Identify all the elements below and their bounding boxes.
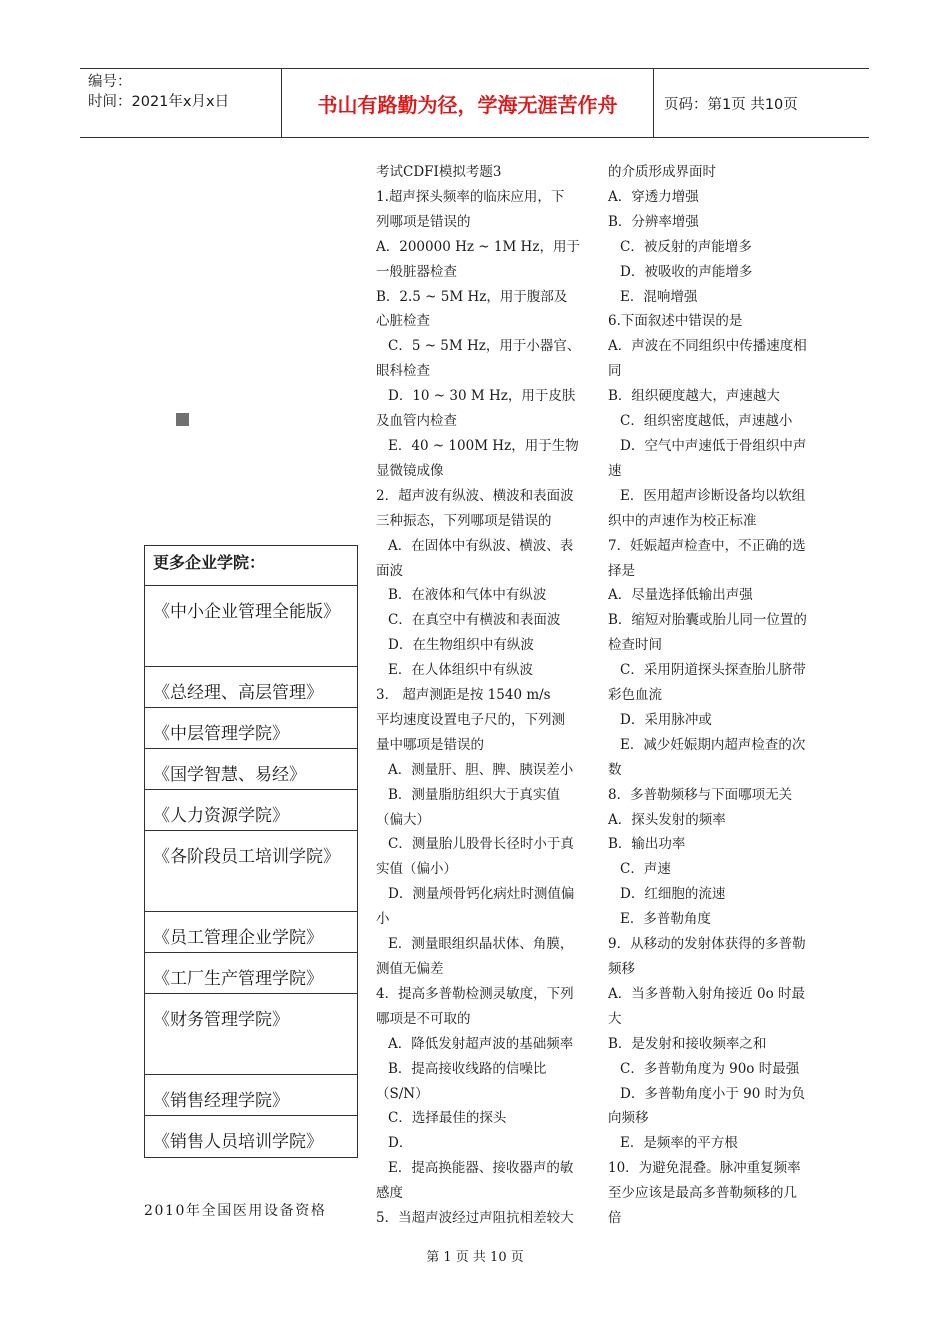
text-line: 检查时间 — [608, 637, 662, 654]
text-line: E．减少妊娠期内超声检查的次 — [620, 736, 806, 753]
text-line: B．是发射和接收频率之和 — [608, 1035, 767, 1052]
text-line: E．提高换能器、接收器声的敏 — [388, 1160, 574, 1177]
text-line: E．在人体组织中有纵波 — [388, 662, 533, 679]
text-line: 眼科检查 — [376, 363, 430, 380]
text-line: E．40 ~ 100M Hz，用于生物 — [388, 437, 579, 454]
text-line: C．在真空中有横波和表面波 — [388, 612, 561, 629]
text-line: 5．当超声波经过声阻抗相差较大 — [376, 1210, 574, 1227]
text-line: 6.下面叙述中错误的是 — [608, 313, 743, 330]
text-line: B．在液体和气体中有纵波 — [388, 587, 547, 604]
text-line: 及血管内检查 — [376, 413, 457, 430]
text-line: D．红细胞的流速 — [620, 886, 726, 903]
sidebar-table — [144, 545, 358, 1158]
header-motto: 书山有路勤为径，学海无涯苦作舟 — [282, 69, 654, 137]
text-line: 2．超声波有纵波、横波和表面波 — [376, 487, 574, 504]
sidebar-item: 《工厂生产管理学院》 — [145, 953, 357, 994]
text-line: D．多普勒角度小于 90 时为负 — [620, 1085, 806, 1102]
text-line: D．在生物组织中有纵波 — [388, 637, 534, 654]
sidebar-item: 《中层管理学院》 — [145, 708, 357, 749]
text-line: A．测量肝、胆、脾、胰误差小 — [388, 761, 574, 778]
text-line: 量中哪项是错误的 — [376, 736, 484, 753]
text-line: 考试CDFI模拟考题3 — [376, 164, 502, 180]
text-line: 小 — [376, 911, 390, 928]
document-time-label: 时间：2021年x月x日 — [88, 94, 230, 110]
text-line: 数 — [608, 761, 622, 778]
text-line: 织中的声速作为校正标准 — [608, 512, 757, 529]
text-line: 大 — [608, 1010, 622, 1027]
header-meta-cell — [80, 69, 282, 137]
text-line: 向频移 — [608, 1110, 649, 1127]
text-line: 的介质形成界面时 — [608, 164, 716, 180]
text-line: 择是 — [608, 562, 635, 579]
sidebar-item: 《销售经理学院》 — [145, 1075, 357, 1116]
text-line: 8．多普勒频移与下面哪项无关 — [608, 786, 793, 803]
text-line: A．声波在不同组织中传播速度相 — [608, 338, 807, 355]
text-line: A．尽量选择低输出声强 — [608, 587, 753, 604]
text-line: 1.超声探头频率的临床应用，下 — [376, 188, 565, 205]
text-line: E．是频率的平方根 — [620, 1135, 738, 1152]
text-line: 显微镜成像 — [376, 462, 444, 479]
page-footer: 第 1 页 共 10 页 — [426, 1250, 524, 1265]
text-line: 频移 — [608, 961, 635, 977]
sidebar-item: 《人力资源学院》 — [145, 790, 357, 831]
text-line: 9．从移动的发射体获得的多普勒 — [608, 936, 806, 953]
text-line: 实值（偏小） — [376, 861, 457, 878]
text-line: 列哪项是错误的 — [376, 213, 471, 230]
right-column — [608, 160, 808, 1231]
text-line: 3． 超声测距是按 1540 m/s — [376, 687, 551, 704]
text-line: C．5 ~ 5M Hz，用于小器官、 — [388, 338, 581, 355]
text-line: 心脏检查 — [376, 313, 430, 330]
text-line: D．空气中声速低于骨组织中声 — [620, 437, 807, 454]
text-line: （S/N） — [376, 1085, 429, 1102]
text-line: C．被反射的声能增多 — [620, 238, 752, 255]
text-line: 速 — [608, 462, 622, 479]
header-table — [80, 68, 869, 138]
text-line: A．200000 Hz ~ 1M Hz，用于 — [376, 238, 580, 255]
bullet-square-icon — [176, 413, 189, 426]
text-line: 7．妊娠超声检查中，不正确的选 — [608, 537, 806, 554]
text-line: D．测量颅骨钙化病灶时测值偏 — [388, 886, 575, 903]
text-line: A．降低发射超声波的基础频率 — [388, 1035, 574, 1052]
text-line: C．多普勒角度为 90o 时最强 — [620, 1060, 800, 1077]
sidebar-item: 《中小企业管理全能版》 — [145, 586, 357, 667]
text-line: A．当多普勒入射角接近 0o 时最 — [608, 985, 806, 1002]
text-line: B．2.5 ~ 5M Hz，用于腹部及 — [376, 288, 568, 305]
text-line: 测值无偏差 — [376, 961, 444, 977]
text-line: D．采用脉冲或 — [620, 711, 712, 728]
text-line: B．分辨率增强 — [608, 213, 699, 230]
text-line: 彩色血流 — [608, 687, 662, 704]
text-line: 面波 — [376, 562, 403, 579]
text-line: C．组织密度越低，声速越小 — [620, 413, 793, 430]
sidebar-item: 《总经理、高层管理》 — [145, 667, 357, 708]
text-line: 10．为避免混叠。脉冲重复频率 — [608, 1160, 801, 1177]
left-footer-text: 2010年全国医用设备资格 — [144, 1203, 327, 1219]
text-line: 一般脏器检查 — [376, 263, 457, 280]
text-line: B．组织硬度越大，声速越大 — [608, 388, 780, 405]
text-line: C．采用阴道探头探查胎儿脐带 — [620, 662, 806, 679]
text-line: 三种振态，下列哪项是错误的 — [376, 512, 552, 529]
text-line: C．声速 — [620, 861, 671, 878]
text-line: B．输出功率 — [608, 836, 686, 853]
sidebar-heading: 更多企业学院： — [145, 546, 357, 586]
text-line: 平均速度设置电子尺的，下列测 — [376, 711, 565, 728]
text-line: D． — [388, 1135, 413, 1152]
text-line: 感度 — [376, 1185, 403, 1202]
document-number-label: 编号： — [88, 74, 132, 90]
text-line: E．医用超声诊断设备均以软组 — [620, 487, 806, 504]
text-line: B．测量脂肪组织大于真实值 — [388, 786, 560, 803]
middle-column — [376, 160, 581, 1231]
sidebar-item: 《员工管理企业学院》 — [145, 912, 357, 953]
text-line: B．提高接收线路的信噪比 — [388, 1060, 547, 1077]
text-line: E．多普勒角度 — [620, 911, 711, 928]
text-line: C．测量胎儿股骨长径时小于真 — [388, 836, 574, 853]
sidebar-item: 《各阶段员工培训学院》 — [145, 831, 357, 912]
text-line: B．缩短对胎囊或胎儿同一位置的 — [608, 612, 807, 629]
text-line: 至少应该是最高多普勒频移的几 — [608, 1185, 797, 1202]
text-line: 同 — [608, 363, 622, 380]
header-page-label: 页码：第1页 共10页 — [664, 96, 798, 113]
text-line: 倍 — [608, 1210, 622, 1227]
text-line: C．选择最佳的探头 — [388, 1110, 507, 1127]
text-line: E．混响增强 — [620, 288, 698, 305]
text-line: A．在固体中有纵波、横波、表 — [388, 537, 574, 554]
text-line: A．探头发射的频率 — [608, 811, 726, 828]
text-line: D．被吸收的声能增多 — [620, 263, 753, 280]
text-line: E．测量眼组织晶状体、角膜， — [388, 936, 574, 953]
sidebar-item: 《国学智慧、易经》 — [145, 749, 357, 790]
text-line: D．10 ~ 30 M Hz，用于皮肤 — [388, 388, 576, 405]
text-line: A．穿透力增强 — [608, 188, 699, 205]
text-line: 哪项是不可取的 — [376, 1010, 471, 1027]
sidebar-item: 《销售人员培训学院》 — [153, 1132, 323, 1152]
text-line: 4．提高多普勒检测灵敏度，下列 — [376, 985, 574, 1002]
sidebar-item: 《财务管理学院》 — [145, 994, 357, 1075]
text-line: （偏大） — [376, 811, 430, 828]
